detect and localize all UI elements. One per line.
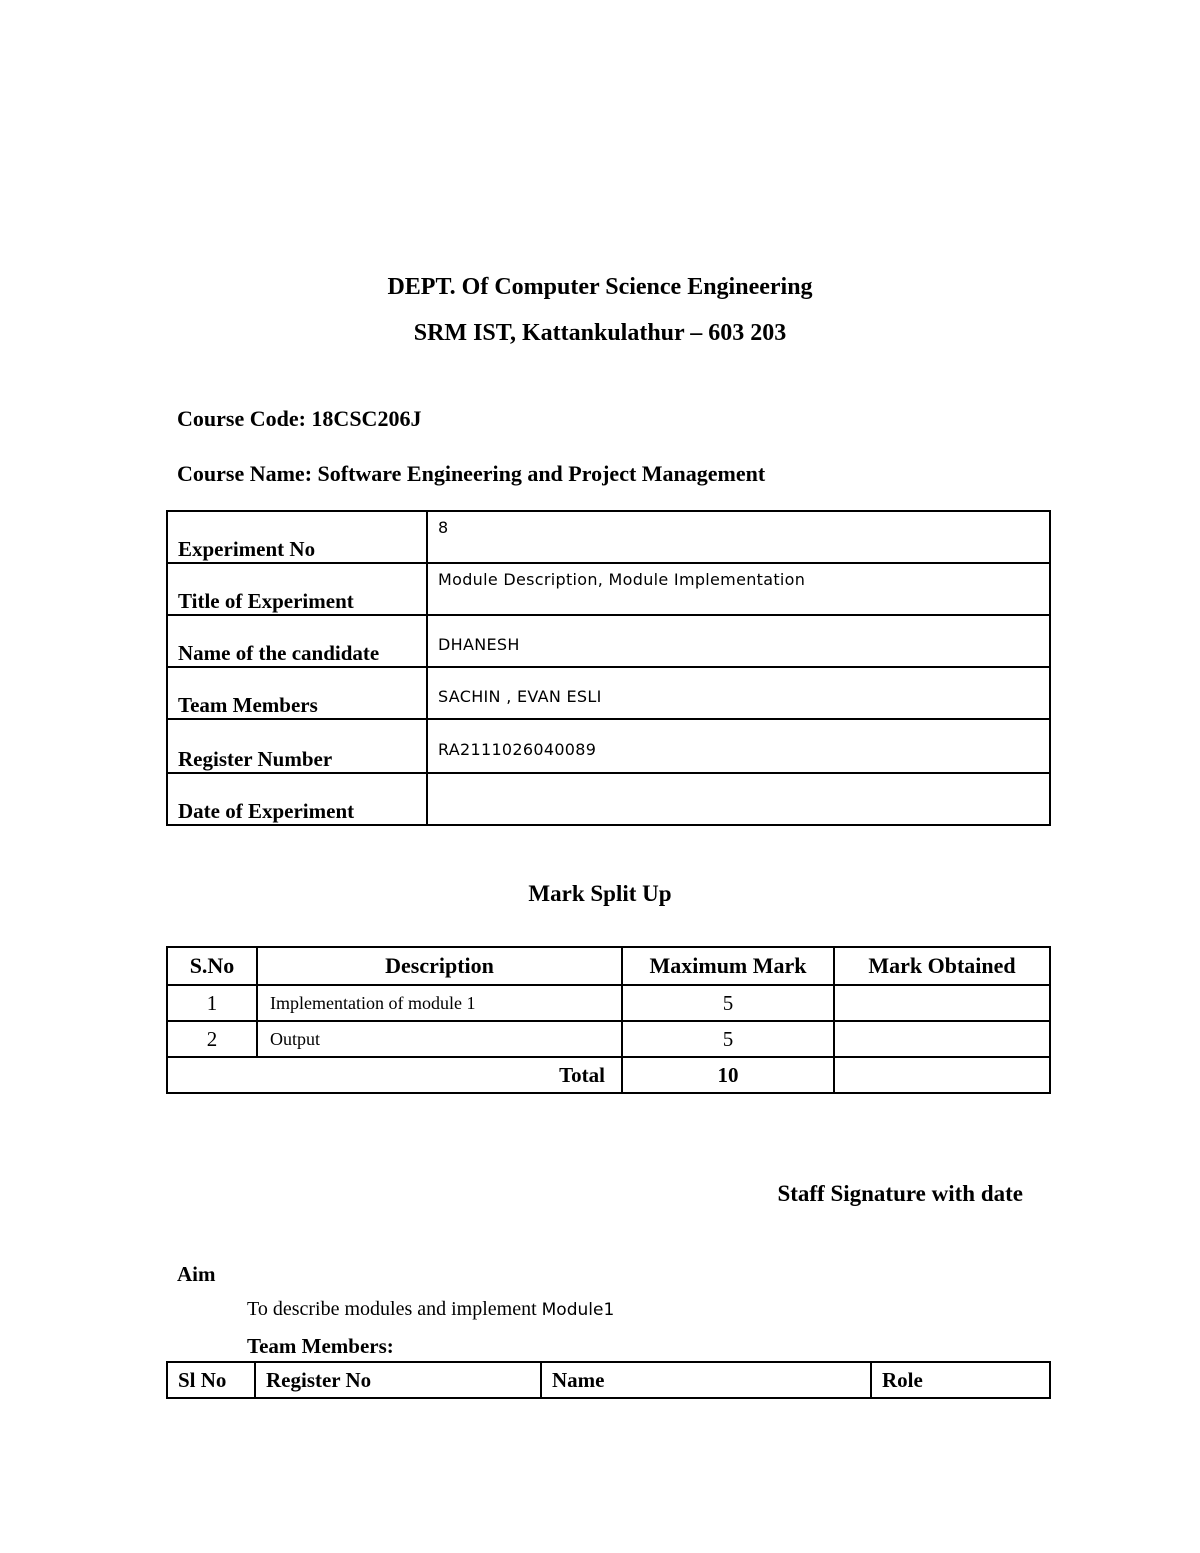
header-mark-obtained: Mark Obtained: [834, 947, 1050, 985]
table-header-row: [167, 1362, 1050, 1398]
header-name: Name: [541, 1362, 871, 1398]
table-row: [167, 985, 1050, 1021]
candidate-name-label: Name of the candidate: [167, 615, 427, 667]
total-value: 10: [622, 1057, 834, 1093]
experiment-title-label: Title of Experiment: [167, 563, 427, 615]
experiment-date-value: [427, 773, 1050, 825]
table-row: [167, 773, 1050, 825]
header-role: Role: [871, 1362, 1050, 1398]
row-description: Output: [257, 1021, 622, 1057]
aim-text-module: Module1: [541, 1300, 615, 1320]
total-obtained: [834, 1057, 1050, 1093]
aim-heading: Aim: [177, 1262, 216, 1286]
mark-split-title: Mark Split Up: [528, 881, 672, 906]
register-number-value: RA2111026040089: [427, 719, 1050, 773]
table-row: [167, 615, 1050, 667]
table-row: [167, 667, 1050, 719]
aim-text-main: To describe modules and implement: [247, 1298, 542, 1320]
table-row: [167, 1021, 1050, 1057]
table-row: [167, 563, 1050, 615]
table-total-row: [167, 1057, 1050, 1093]
aim-text: [247, 1298, 614, 1321]
register-number-label: Register Number: [167, 719, 427, 773]
candidate-name-value: DHANESH: [427, 615, 1050, 667]
mark-split-table: [166, 946, 1051, 1094]
table-row: [167, 719, 1050, 773]
experiment-no-value: 8: [427, 511, 1050, 563]
staff-signature-label: Staff Signature with date: [777, 1181, 1023, 1206]
course-code: Course Code: 18CSC206J: [177, 406, 422, 431]
row-description: Implementation of module 1: [257, 985, 622, 1021]
header-max-mark: Maximum Mark: [622, 947, 834, 985]
row-max-mark: 5: [622, 985, 834, 1021]
table-header-row: [167, 947, 1050, 985]
total-label: Total: [167, 1057, 622, 1093]
institute-heading: SRM IST, Kattankulathur – 603 203: [413, 320, 787, 346]
team-members-label: Team Members: [167, 667, 427, 719]
experiment-no-label: Experiment No: [167, 511, 427, 563]
row-mark-obtained: [834, 985, 1050, 1021]
team-members-heading: Team Members:: [247, 1334, 394, 1358]
row-max-mark: 5: [622, 1021, 834, 1057]
course-name: Course Name: Software Engineering and Project Management: [177, 461, 766, 486]
row-sno: 2: [167, 1021, 257, 1057]
header-sno: S.No: [167, 947, 257, 985]
header-sl-no: Sl No: [167, 1362, 255, 1398]
department-heading: DEPT. Of Computer Science Engineering: [387, 274, 813, 300]
experiment-title-value: Module Description, Module Implementation: [427, 563, 1050, 615]
row-sno: 1: [167, 985, 257, 1021]
table-row: [167, 511, 1050, 563]
team-members-value: SACHIN , EVAN ESLI: [427, 667, 1050, 719]
experiment-details-table: [166, 510, 1051, 826]
team-members-table: [166, 1361, 1051, 1399]
experiment-date-label: Date of Experiment: [167, 773, 427, 825]
row-mark-obtained: [834, 1021, 1050, 1057]
header-register-no: Register No: [255, 1362, 541, 1398]
header-description: Description: [257, 947, 622, 985]
